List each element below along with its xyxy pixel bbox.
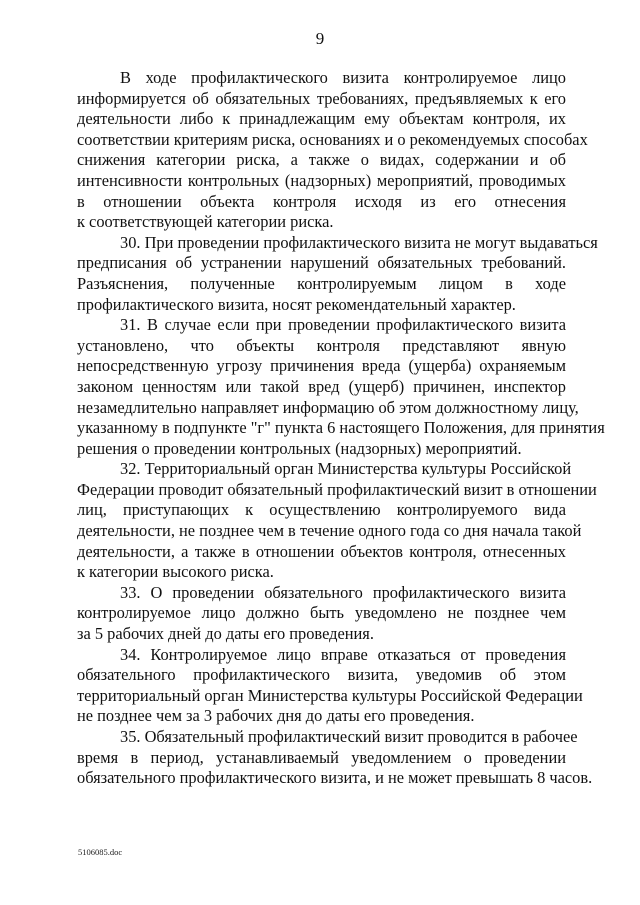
text-line: непосредственную угрозу причинения вреда (ущерба) охраняемым — [77, 356, 566, 376]
text-line: незамедлительно направляет информацию об этом должностному лицу, — [77, 397, 579, 417]
text-line: 32. Территориальный орган Министерства культуры Российской — [120, 459, 572, 479]
text-line: деятельности либо к принадлежащим ему объектам контроля, их — [77, 109, 566, 129]
text-line: в отношении объекта контроля исходя из его отнесения — [77, 191, 566, 211]
paragraph-34 — [77, 644, 583, 727]
paragraph-35 — [77, 727, 593, 789]
text-line: законом ценностям или такой вред (ущерб) причинен, инспектор — [77, 376, 566, 396]
text-line: лиц, приступающих к осуществлению контролируемого вида — [77, 500, 566, 520]
text-line: предписания об устранении нарушений обязательных требований. — [77, 253, 566, 273]
text-line: обязательного профилактического визита, и не может превышать 8 часов. — [77, 768, 593, 788]
text-line: контролируемое лицо должно быть уведомлено не позднее чем — [77, 603, 566, 623]
text-line: 30. При проведении профилактического визита не могут выдаваться — [120, 232, 598, 252]
text-line: деятельности, а также в отношении объектов контроля, отнесенных — [77, 541, 566, 561]
text-line: обязательного профилактического визита, уведомив об этом — [77, 665, 566, 685]
text-line: профилактического визита, носят рекомендательный характер. — [77, 294, 516, 314]
text-line: к соответствующей категории риска. — [77, 212, 334, 232]
text-line: указанному в подпункте "г" пункта 6 настоящего Положения, для принятия — [77, 418, 605, 438]
text-line: снижения категории риска, а также о видах, содержании и об — [77, 150, 566, 170]
text-line: к категории высокого риска. — [77, 562, 274, 582]
paragraph-31 — [77, 315, 605, 459]
footer-filename: 5106085.doc — [78, 847, 123, 857]
text-line: за 5 рабочих дней до даты его проведения. — [77, 624, 374, 644]
text-line: решения о проведении контрольных (надзорных) мероприятий. — [77, 438, 522, 458]
text-line: установлено, что объекты контроля представляют явную — [77, 335, 566, 355]
paragraph-33 — [77, 583, 566, 645]
text-line: В ходе профилактического визита контролируемое лицо — [120, 68, 566, 87]
document-body — [77, 68, 605, 789]
text-line: время в период, устанавливаемый уведомлением о проведении — [77, 747, 566, 767]
paragraph-intro — [77, 68, 588, 233]
text-line: 31. В случае если при проведении профилактического визита — [120, 315, 566, 335]
text-line: интенсивности контрольных (надзорных) мероприятий, проводимых — [77, 170, 566, 190]
text-line: 35. Обязательный профилактический визит проводится в рабочее — [120, 727, 578, 746]
paragraph-32 — [77, 459, 597, 583]
text-line: 34. Контролируемое лицо вправе отказаться от проведения — [120, 644, 566, 664]
text-line: Федерации проводит обязательный профилактический визит в отношении — [77, 479, 597, 499]
paragraph-30 — [77, 232, 598, 315]
text-line: соответствии критериям риска, основаниях и о рекомендуемых способах — [77, 129, 588, 149]
text-line: не позднее чем за 3 рабочих дня до даты его проведения. — [77, 706, 475, 726]
text-line: территориальный орган Министерства культуры Российской Федерации — [77, 685, 583, 705]
text-line: Разъяснения, полученные контролируемым лицом в ходе — [77, 273, 566, 293]
page-number: 9 — [315, 29, 325, 48]
text-line: информируется об обязательных требованиях, предъявляемых к его — [77, 88, 566, 108]
text-line: 33. О проведении обязательного профилактического визита — [120, 582, 566, 602]
text-line: деятельности, не позднее чем в течение одного года со дня начала такой — [77, 521, 582, 541]
